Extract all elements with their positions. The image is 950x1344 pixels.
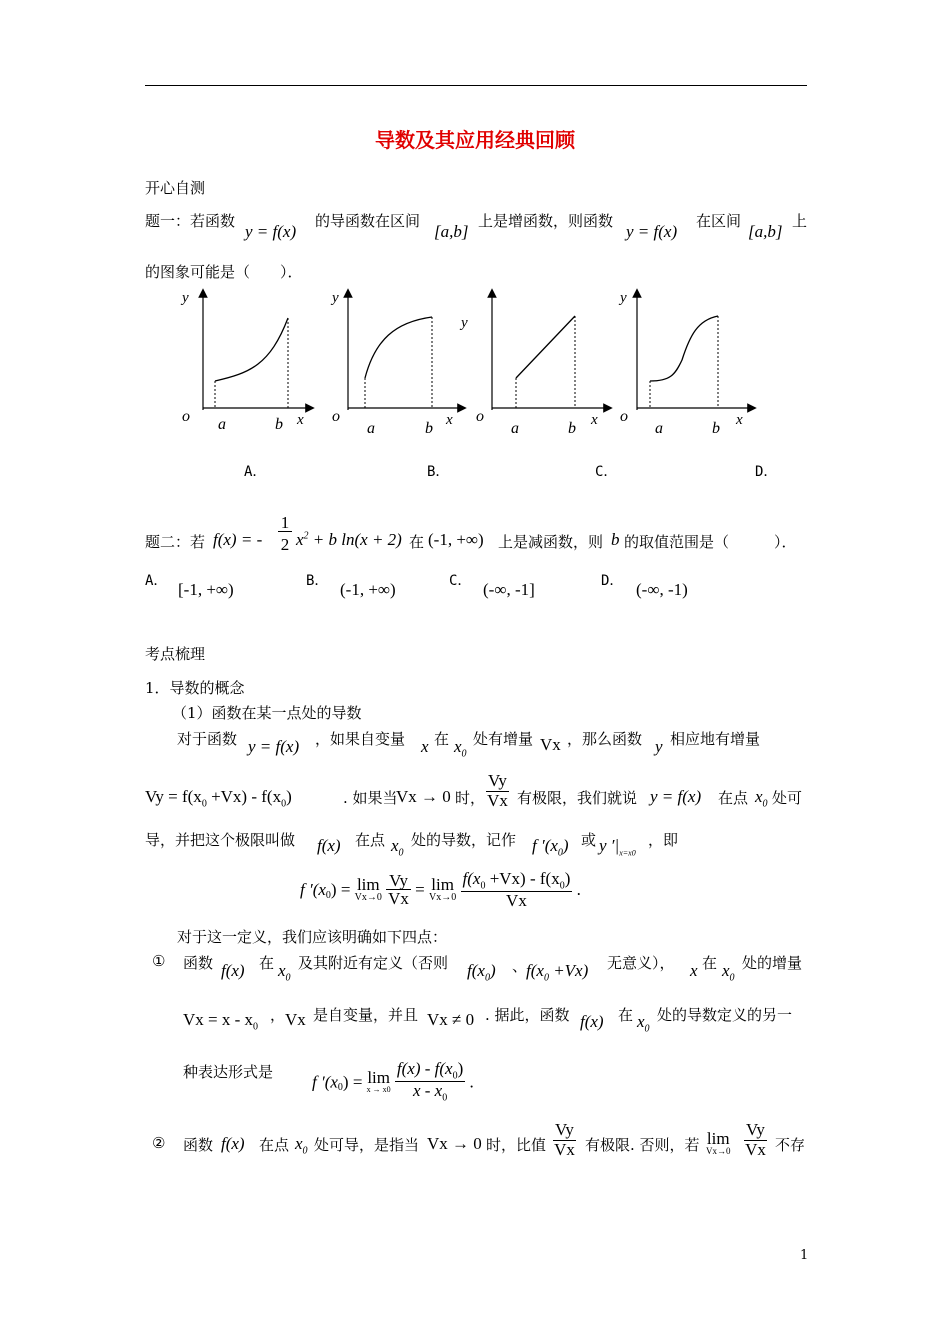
item1b-dx: $Vx = x - x_0$ [183,1010,259,1033]
item1-f: 处的增量 [742,954,803,972]
graph-b-a-label: a [367,420,375,437]
graph-c-x-label: x [591,412,598,428]
graph-a [180,290,310,433]
item2-lim: Vx → 0 [427,1134,482,1153]
p1-a: 对于函数 [177,730,238,748]
p2-d: 在点 [718,789,749,807]
graph-b-x-label: x [446,412,453,428]
item2-fx: f(x) [221,1134,245,1153]
item1-a: 函数 [183,954,214,972]
item1-b: 在 [259,954,275,972]
item1-c: 及其附近有定义（否则 [298,954,449,972]
p3-x0: $x_0$ [391,836,404,859]
graph-c-o-label: o [476,408,484,425]
page-number: 1 [800,1248,809,1263]
q2-b: b [611,530,620,549]
item1b-ne: Vx ≠ 0 [427,1010,475,1029]
item2-lim2: lim Vx→0 [706,1129,731,1156]
graph-d-a-label: a [655,420,663,437]
q1-fn: y = f(x) [245,222,297,241]
p3-c: 处的导数，记作 [411,831,517,849]
section-heading-review: 考点梳理 [145,645,206,663]
q2-option-c-value: (-∞, -1] [483,580,535,599]
q2-in: 在 [409,533,425,551]
graph-a-x-label: x [297,412,304,428]
graph-b [330,290,462,437]
q2-range: (-1, +∞) [428,530,484,549]
p2-lim: Vx → 0 [396,787,451,806]
item2-number: ② [152,1134,166,1152]
item1-f1: $f(x_0 +Vx)$ [526,961,589,984]
p3-d: ，即 [648,831,679,849]
p1-x: x [421,737,429,756]
q1-interval: [a,b] [434,222,469,241]
p2-b: 时， [455,789,486,807]
p1-x0: $x_0$ [454,737,467,760]
p2-a: . 如果当 [343,789,398,807]
q2-option-c-label[interactable]: C． [449,573,472,589]
graph-d-b-label: b [712,420,720,437]
p3-a: 导，并把这个极限叫做 [145,831,296,849]
p3-or: 或 [581,831,597,849]
graph-d-x-label: x [736,412,743,428]
p2-c: 有极限，我们就说 [517,789,638,807]
graph-c [459,293,608,437]
q1-text-end: 上 [792,212,808,230]
item2-b: 在点 [259,1136,290,1154]
q2-lhs: f(x) = - [213,530,263,549]
item1b-x0: $x_0$ [637,1012,650,1035]
q2-prefix: 题二：若 [145,533,206,551]
graph-b-b-label: b [425,420,433,437]
item2-d: 时，比值 [486,1136,547,1154]
graph-d [618,290,752,437]
p3-fp: f $'(x_0)$ [532,836,569,859]
graph-a-o-label: o [182,408,190,425]
item1b-fx: f(x) [580,1012,604,1031]
p1-b: ，如果自变量 [315,730,406,748]
section-heading-self-test: 开心自测 [145,179,206,197]
item1-x: x [690,961,698,980]
item1-x0b: $x_0$ [722,961,735,984]
q1-text-mid3: 在区间 [696,212,742,230]
q2-x: $x^2 + b$ ln(x + 2) [296,530,402,549]
p1-y: y [655,737,663,756]
item1c-a: 种表达形式是 [183,1063,274,1081]
q2-option-a-value: [-1, +∞) [178,580,234,599]
item1b-a: ， [270,1006,286,1024]
p2-e: 处可 [772,789,803,807]
q1-interval-2: [a,b] [748,222,783,241]
q1-option-c[interactable]: C． [595,464,618,480]
page-title: 导数及其应用经典回顾 [375,128,575,152]
item1-sep: 、 [512,957,528,975]
graph-d-o-label: o [620,408,628,425]
p1-e: ，那么函数 [567,730,643,748]
graph-a-y-label: y [182,290,189,306]
q1-option-a[interactable]: A． [244,464,267,480]
q1-option-d[interactable]: D． [755,464,778,480]
graph-c-b-label: b [568,420,576,437]
q2-option-d-value: (-∞, -1) [636,580,688,599]
q1-line2: 的图象可能是（ ）． [145,263,303,281]
item1b-c: . 据此，函数 [485,1006,570,1024]
q2-option-b-label[interactable]: B． [306,573,329,589]
item1-fx: f(x) [221,961,245,980]
p1-c: 在 [434,730,450,748]
graph-d-y-label: y [620,290,627,306]
item1b-e: 处的导数定义的另一 [657,1006,793,1024]
p4: 对于这一定义，我们应该明确如下四点： [177,928,448,946]
p2-fn: y = f(x) [650,787,702,806]
item1-number: ① [152,952,166,970]
q1-option-b[interactable]: B． [427,464,450,480]
q2-half: 1 2 [278,514,292,553]
subheading-derivative-at-point: （1）函数在某一点处的导数 [172,704,362,722]
q2-end: 的取值范围是（ ）． [624,533,797,551]
graph-b-o-label: o [332,408,340,425]
item1-e: 在 [702,954,718,972]
p3-fx: f(x) [317,836,341,855]
item2-frac2: Vy Vx [745,1120,766,1159]
item2-e: 有极限. 否则，若 [585,1136,700,1154]
item2-a: 函数 [183,1136,214,1154]
item2-c: 处可导，是指当 [314,1136,420,1154]
item2-frac: Vy Vx [554,1120,575,1159]
item1b-d: 在 [618,1006,634,1024]
item2-f: 不存 [775,1136,806,1154]
q2-after: 上是减函数，则 [498,533,604,551]
q1-fn-2: y = f(x) [626,222,678,241]
p2-x0: $x_0$ [755,787,768,810]
derivative-definition-formula: f $'(x_0) = \lim$ Vx→0 $\frac{Vy}{Vx}$ = lim Vx→0 $\frac{f(x_0 +Vx) - f(x_0)}{Vx}$ . [300,869,581,911]
p2-frac: Vy Vx [487,771,508,810]
q1-text-mid2: 上是增函数，则函数 [478,212,614,230]
alt-derivative-formula: f $'(x_0) = \lim$ x → x0 $\frac{f(x) - f(x_0)}{x - x_0}$ . [312,1059,474,1104]
p3-yp: y $'|_{x=x0}$ [599,836,636,858]
item1-d: 无意义）， [607,954,675,972]
p3-b: 在点 [355,831,386,849]
graph-a-b-label: b [275,416,283,433]
p1-dx: Vx [540,735,561,754]
graph-a-a-label: a [218,416,226,433]
q1-line1: 题一：若函数 [145,212,236,230]
heading-derivative-concept: 1．导数的概念 [145,679,245,697]
graph-c-a-label: a [511,420,519,437]
p1-f: 相应地有增量 [670,730,761,748]
q1-graphs [170,285,790,440]
header-rule [145,85,807,86]
item2-x0: $x_0$ [295,1134,308,1157]
p1-d: 处有增量 [473,730,534,748]
q2-option-a-label[interactable]: A． [145,573,168,589]
p2-dy-def: $Vy = f(x_0 +Vx) - f(x_0)$ [145,787,292,810]
q2-option-d-label[interactable]: D． [601,573,624,589]
graph-c-y-label: y [461,315,468,331]
graph-b-y-label: y [332,290,339,306]
q1-text-mid: 的导函数在区间 [315,212,421,230]
item1b-dx2: Vx [285,1010,306,1029]
item1b-b: 是自变量，并且 [313,1006,419,1024]
item1-x0: $x_0$ [278,961,291,984]
q2-option-b-value: (-1, +∞) [340,580,396,599]
p1-fn: y = f(x) [248,737,300,756]
item1-f0: $f(x_0)$ [467,961,496,984]
